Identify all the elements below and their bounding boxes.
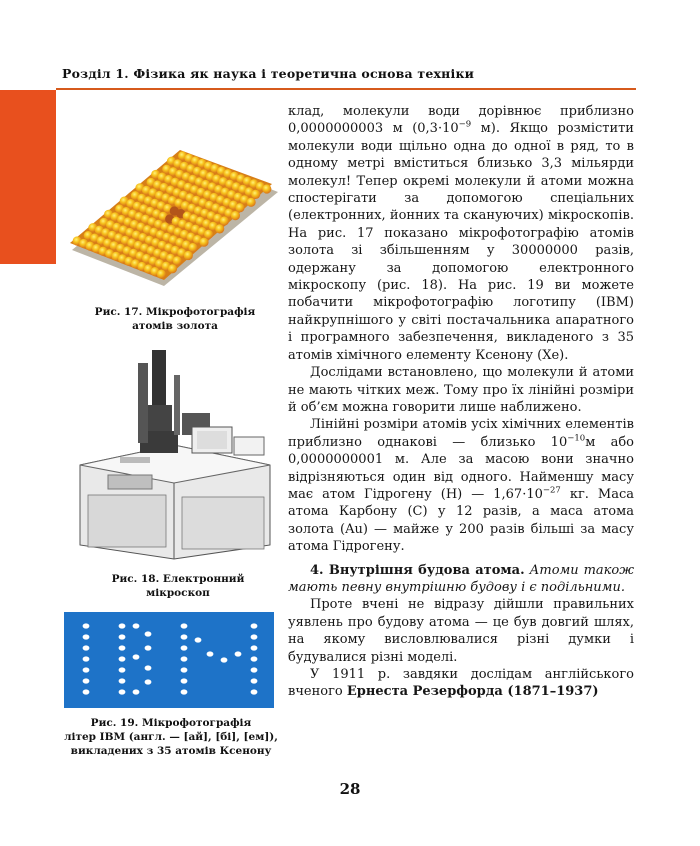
p1-part-a: клад, молекули води дорівнює приблизно 0,0000000003 м (0,3·10	[288, 104, 634, 137]
gold-atom	[231, 211, 240, 220]
xenon-atom	[83, 645, 90, 650]
p3-part-a: Лінійні розміри атомів усіх хімічних елементів приблизно однакові — близько 10	[288, 417, 634, 450]
xenon-atom	[145, 645, 152, 650]
p3-part-b: м або 0,0000000001 м. Але за масою вони значно відрізняються один від одного. Найменшу масу має атом Гідрогену (H) — 1,67·10	[288, 434, 634, 502]
xenon-atom	[133, 623, 140, 628]
figure-18-caption	[78, 572, 278, 600]
figure-17-caption-line2: атомів золота	[132, 320, 218, 332]
gold-atom	[235, 203, 244, 212]
paragraph-5: Проте вчені не відразу дійшли правильних уявлень про будову атома — це був довгий шлях, на якому висловлювалися різні думки і будувалися різні моделі.	[288, 597, 634, 665]
chapter-color-tab	[0, 90, 56, 264]
xenon-atom	[83, 656, 90, 661]
gold-atom	[215, 224, 224, 233]
xenon-atom	[119, 634, 126, 639]
xenon-atom	[181, 667, 188, 672]
figure-19-caption-line1: Рис. 19. Мікрофотографія	[90, 717, 252, 729]
xenon-atom	[181, 678, 188, 683]
figure-18-caption-line1: Рис. 18. Електронний	[111, 573, 245, 585]
xenon-atom	[195, 637, 202, 642]
xenon-atom	[251, 689, 258, 694]
figure-18-caption-line2: мікроскоп	[146, 587, 210, 599]
rutherford-name: Ернеста Резерфорда (1871–1937)	[346, 684, 599, 700]
p3-part-c: кг. Маса атома Карбону (C) у 12 разів, а маса атома золота (Au) — майже у 200 разів більші за масу атома Гідрогену.	[288, 486, 634, 555]
xenon-atom	[221, 657, 228, 662]
paragraph-2: Дослідами встановлено, що молекули й атоми не мають чітких меж. Тому про їх лінійні розміри й об’єм можна говорити лише наближено.	[288, 365, 634, 415]
xenon-atom	[181, 689, 188, 694]
figure-19-caption	[60, 716, 282, 758]
xenon-atom	[83, 678, 90, 683]
gold-atom	[204, 230, 213, 239]
paragraph-6	[288, 666, 634, 701]
xenon-atom	[251, 645, 258, 650]
body-text	[288, 103, 634, 701]
p3-exponent-1: −10	[567, 433, 586, 444]
section-4-heading: 4. Внутрішня будова атома.	[310, 562, 525, 578]
xenon-atom	[145, 631, 152, 636]
page-header: Розділ 1. Фізика як наука і теоретична основа техніки	[62, 66, 475, 81]
xenon-atom	[207, 651, 214, 656]
figure-17-caption-line1: Рис. 17. Мікрофотографія	[94, 306, 256, 318]
p1-exponent: −9	[458, 120, 472, 131]
xenon-atom	[83, 689, 90, 694]
figure-17-gold-atoms-image	[60, 98, 280, 288]
xenon-atom	[145, 679, 152, 684]
figure-17-caption	[70, 305, 280, 333]
xenon-atom	[83, 623, 90, 628]
gold-atom	[262, 184, 271, 193]
gold-atom	[168, 264, 177, 273]
figure-18-electron-microscope-image	[62, 345, 282, 560]
xenon-atom	[133, 654, 140, 659]
p1-part-b: м). Якщо розмістити молекули води щільно одна до одної в ряд, то в одному метрі вміститься близько 3,3 мільярди молекул! Тепер окремі молекули й атоми можна спостерігати за допомогою спеціальних (електронних, йонних та скануючих) мікроскопів. На рис. 17 показано мікрофотографію атомів золота зі збільшенням у 30000000 разів, одержану за допомогою електронного мікроскопу (рис. 18). На рис. 19 ви можете побачити мікрофотографію логотипу (IBM) найкрупнішого у світі постачальника апаратного і програмного забезпечення, викладеного з 35 атомів хімічного елементу Ксенону (Xe).	[288, 121, 634, 363]
gold-atom	[251, 190, 260, 199]
xenon-atom	[251, 656, 258, 661]
xenon-atom	[83, 667, 90, 672]
paragraph-1	[288, 103, 634, 364]
xenon-atom	[251, 623, 258, 628]
paragraph-3	[288, 416, 634, 555]
p4-italic-text: Атоми також мають певну внутрішню будову і є подільними.	[288, 562, 635, 595]
xenon-atom	[83, 634, 90, 639]
xenon-atom	[119, 678, 126, 683]
header-rule	[56, 88, 636, 90]
xenon-atom	[181, 645, 188, 650]
xenon-atom	[119, 689, 126, 694]
gold-atom	[173, 256, 182, 265]
paragraph-4	[288, 562, 634, 597]
gold-atom	[188, 243, 197, 252]
xenon-atom	[251, 634, 258, 639]
gold-atom	[184, 251, 193, 260]
xenon-atom	[181, 623, 188, 628]
gold-atom	[220, 216, 229, 225]
xenon-atom	[119, 623, 126, 628]
xenon-atom	[133, 689, 140, 694]
xenon-atom	[181, 634, 188, 639]
xenon-atom	[119, 667, 126, 672]
p3-exponent-2: −27	[542, 485, 561, 496]
xenon-atom	[181, 656, 188, 661]
figure-19-ibm-xenon-atoms-image	[64, 612, 274, 708]
figure-19-caption-line2: літер IBM (англ. — [ай], [бі], [ем]),	[64, 731, 278, 743]
xenon-atom	[251, 667, 258, 672]
p6-part-a: У 1911 р. завдяки дослідам англійського вченого	[288, 667, 634, 700]
gold-atom	[247, 198, 256, 207]
xenon-atom	[235, 651, 242, 656]
figure-19-caption-line3: викладених з 35 атомів Ксенону	[70, 745, 272, 757]
page-number: 28	[339, 780, 361, 798]
xenon-atom	[119, 656, 126, 661]
xenon-atom	[119, 645, 126, 650]
gold-atom	[157, 270, 166, 279]
xenon-atom	[145, 665, 152, 670]
gold-atom	[199, 238, 208, 247]
xenon-atom	[251, 678, 258, 683]
